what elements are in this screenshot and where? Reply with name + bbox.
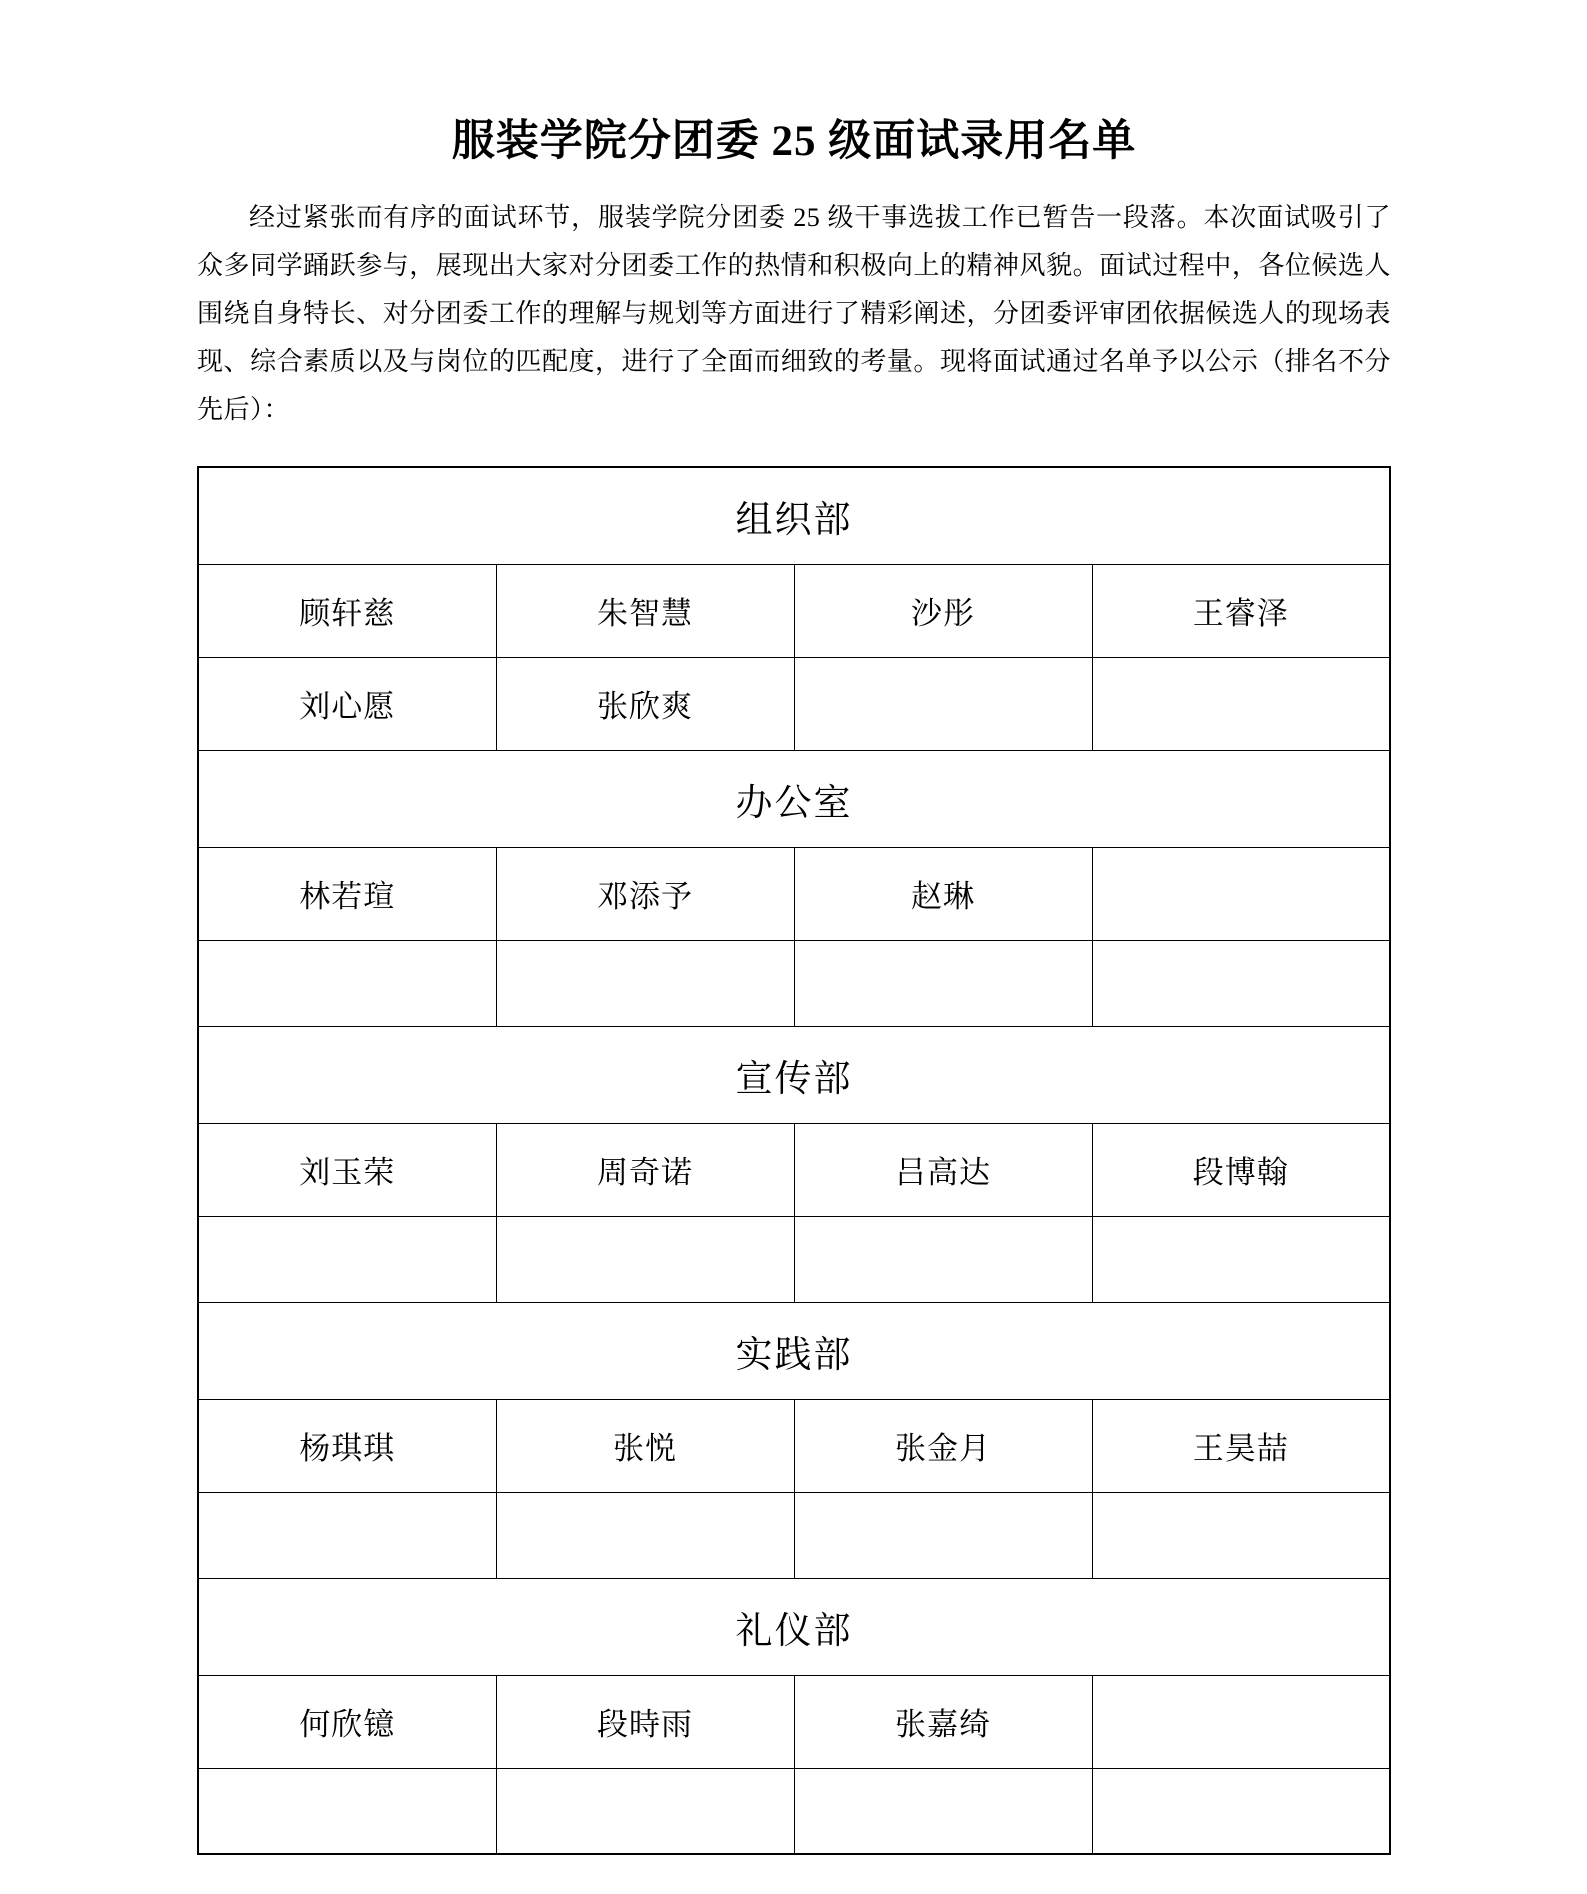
department-header: 宣传部: [198, 1026, 1390, 1123]
department-header: 礼仪部: [198, 1578, 1390, 1675]
empty-cell: [1092, 940, 1390, 1026]
name-cell: 王睿泽: [1092, 564, 1390, 657]
department-header: 实践部: [198, 1302, 1390, 1399]
name-cell: 杨琪琪: [198, 1399, 496, 1492]
name-cell: 段時雨: [496, 1675, 794, 1768]
intro-paragraph: 经过紧张而有序的面试环节，服装学院分团委 25 级干事选拔工作已暂告一段落。本次面试吸引了众多同学踊跃参与，展现出大家对分团委工作的热情和积极向上的精神风貌。面试过程中，各位候选人围绕自身特长、对分团委工作的理解与规划等方面进行了精彩阐述，分团委评审团依据候选人的现场表现、综合素质以及与岗位的匹配度，进行了全面而细致的考量。现将面试通过名单予以公示（排名不分先后）：: [197, 203, 1391, 424]
name-cell: 沙彤: [794, 564, 1092, 657]
empty-cell: [496, 1492, 794, 1578]
name-cell: 顾轩慈: [198, 564, 496, 657]
department-header-row: [198, 1026, 1390, 1123]
empty-cell: [1092, 1492, 1390, 1578]
page-title: 服装学院分团委 25 级面试录用名单: [451, 118, 1137, 165]
name-row: [198, 1675, 1390, 1768]
name-cell: 赵琳: [794, 847, 1092, 940]
empty-cell: [198, 1216, 496, 1302]
name-row: [198, 847, 1390, 940]
roster-table: [197, 466, 1391, 1855]
empty-cell: [1092, 1216, 1390, 1302]
empty-cell: [794, 657, 1092, 750]
name-row: [198, 657, 1390, 750]
name-cell: 刘心愿: [198, 657, 496, 750]
empty-cell: [496, 1216, 794, 1302]
name-cell: 张嘉绮: [794, 1675, 1092, 1768]
empty-cell: [198, 940, 496, 1026]
empty-row: [198, 1492, 1390, 1578]
name-cell: 张欣爽: [496, 657, 794, 750]
name-cell: 周奇诺: [496, 1123, 794, 1216]
department-header: 组织部: [198, 467, 1390, 564]
name-cell: 邓添予: [496, 847, 794, 940]
empty-cell: [1092, 1768, 1390, 1854]
empty-row: [198, 940, 1390, 1026]
name-cell: 张悦: [496, 1399, 794, 1492]
department-header-row: [198, 1578, 1390, 1675]
name-cell: 段博翰: [1092, 1123, 1390, 1216]
empty-cell: [1092, 1675, 1390, 1768]
empty-cell: [496, 940, 794, 1026]
department-header-row: [198, 750, 1390, 847]
department-header: 办公室: [198, 750, 1390, 847]
department-header-row: [198, 1302, 1390, 1399]
name-cell: 王昊喆: [1092, 1399, 1390, 1492]
name-cell: 张金月: [794, 1399, 1092, 1492]
document-content: [197, 0, 1391, 1855]
empty-cell: [794, 1492, 1092, 1578]
name-cell: 林若瑄: [198, 847, 496, 940]
roster-table-body: [198, 467, 1390, 1854]
empty-row: [198, 1216, 1390, 1302]
name-cell: 刘玉荣: [198, 1123, 496, 1216]
empty-cell: [794, 940, 1092, 1026]
empty-cell: [198, 1768, 496, 1854]
empty-cell: [794, 1768, 1092, 1854]
empty-row: [198, 1768, 1390, 1854]
empty-cell: [1092, 657, 1390, 750]
department-header-row: [198, 467, 1390, 564]
empty-cell: [1092, 847, 1390, 940]
name-row: [198, 564, 1390, 657]
name-row: [198, 1399, 1390, 1492]
name-cell: 朱智慧: [496, 564, 794, 657]
empty-cell: [496, 1768, 794, 1854]
name-cell: 吕高达: [794, 1123, 1092, 1216]
name-cell: 何欣镱: [198, 1675, 496, 1768]
empty-cell: [198, 1492, 496, 1578]
empty-cell: [794, 1216, 1092, 1302]
name-row: [198, 1123, 1390, 1216]
